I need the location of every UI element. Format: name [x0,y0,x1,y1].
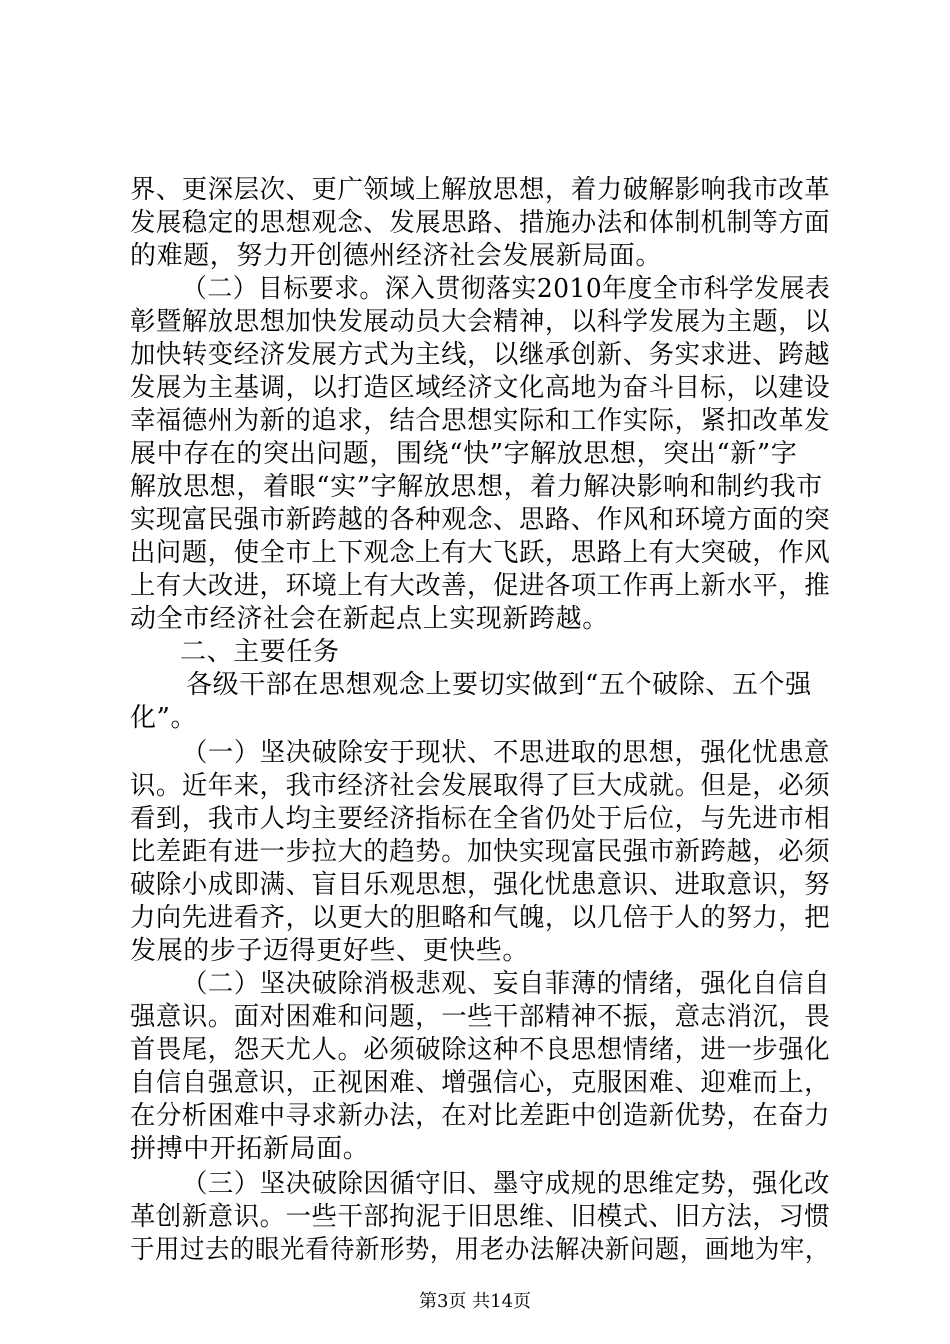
text-line: 展中存在的突出问题，围绕“快”字解放思想，突出“新”字 [130,439,798,469]
text-line: 拼搏中开拓新局面。 [130,1134,370,1164]
text-line: 上有大改进，环境上有大改善，促进各项工作再上新水平，推 [130,571,831,601]
section-heading: 二、主要任务 [180,637,340,667]
text-line: 革创新意识。一些干部拘泥于旧思维、旧模式、旧方法，习惯 [130,1202,831,1232]
text-line: 出问题，使全市上下观念上有大飞跃，思路上有大突破，作风 [130,538,831,568]
text-line: 解放思想，着眼“实”字解放思想，着力解决影响和制约我市 [130,472,823,502]
text-line: 界、更深层次、更广领域上解放思想，着力破解影响我市改革 [130,175,831,205]
text-line: 加快转变经济发展方式为主线，以继承创新、务实求进、跨越 [130,340,831,370]
text-line: 发展的步子迈得更好些、更快些。 [130,936,530,966]
text-line: 自信自强意识，正视困难、增强信心，克服困难、迎难而上， [130,1068,831,1098]
text-line: 首畏尾，怨天尤人。必须破除这种不良思想情绪，进一步强化 [130,1035,831,1065]
text-line: 各级干部在思想观念上要切实做到“五个破除、五个强 [186,670,812,700]
text-line: 识。近年来，我市经济社会发展取得了巨大成就。但是，必须 [130,771,831,801]
text-line: （二）目标要求。深入贯彻落实2010年度全市科学发展表 [182,274,831,304]
text-line: （二）坚决破除消极悲观、妄自菲薄的情绪，强化自信自 [182,969,830,999]
text-line: 发展为主基调，以打造区域经济文化高地为奋斗目标，以建设 [130,373,831,403]
text-line: 看到，我市人均主要经济指标在全省仍处于后位，与先进市相 [130,804,831,834]
text-line: 强意识。面对困难和问题，一些干部精神不振，意志消沉，畏 [130,1002,831,1032]
text-line: 发展稳定的思想观念、发展思路、措施办法和体制机制等方面 [130,208,831,238]
page-footer: 第3页 共14页 [418,1291,532,1312]
text-line: 比差距有进一步拉大的趋势。加快实现富民强市新跨越，必须 [130,837,831,867]
text-line: 破除小成即满、盲目乐观思想，强化忧患意识、进取意识，努 [130,870,831,900]
text-line: 动全市经济社会在新起点上实现新跨越。 [130,604,609,634]
text-line: 幸福德州为新的追求，结合思想实际和工作实际，紧扣改革发 [130,406,831,436]
text-line: 在分析困难中寻求新办法，在对比差距中创造新优势，在奋力 [130,1101,831,1131]
text-line: 实现富民强市新跨越的各种观念、思路、作风和环境方面的突 [130,505,831,535]
text-line: 于用过去的眼光看待新形势，用老办法解决新问题，画地为牢， [130,1235,830,1265]
text-line: 力向先进看齐，以更大的胆略和气魄，以几倍于人的努力，把 [130,903,831,933]
text-line: 的难题，努力开创德州经济社会发展新局面。 [130,241,663,271]
text-line: 彰暨解放思想加快发展动员大会精神，以科学发展为主题，以 [130,307,831,337]
text-line: （三）坚决破除因循守旧、墨守成规的思维定势，强化改 [182,1169,830,1199]
text-line: 化”。 [130,703,198,733]
text-line: （一）坚决破除安于现状、不思进取的思想，强化忧患意 [182,738,830,768]
